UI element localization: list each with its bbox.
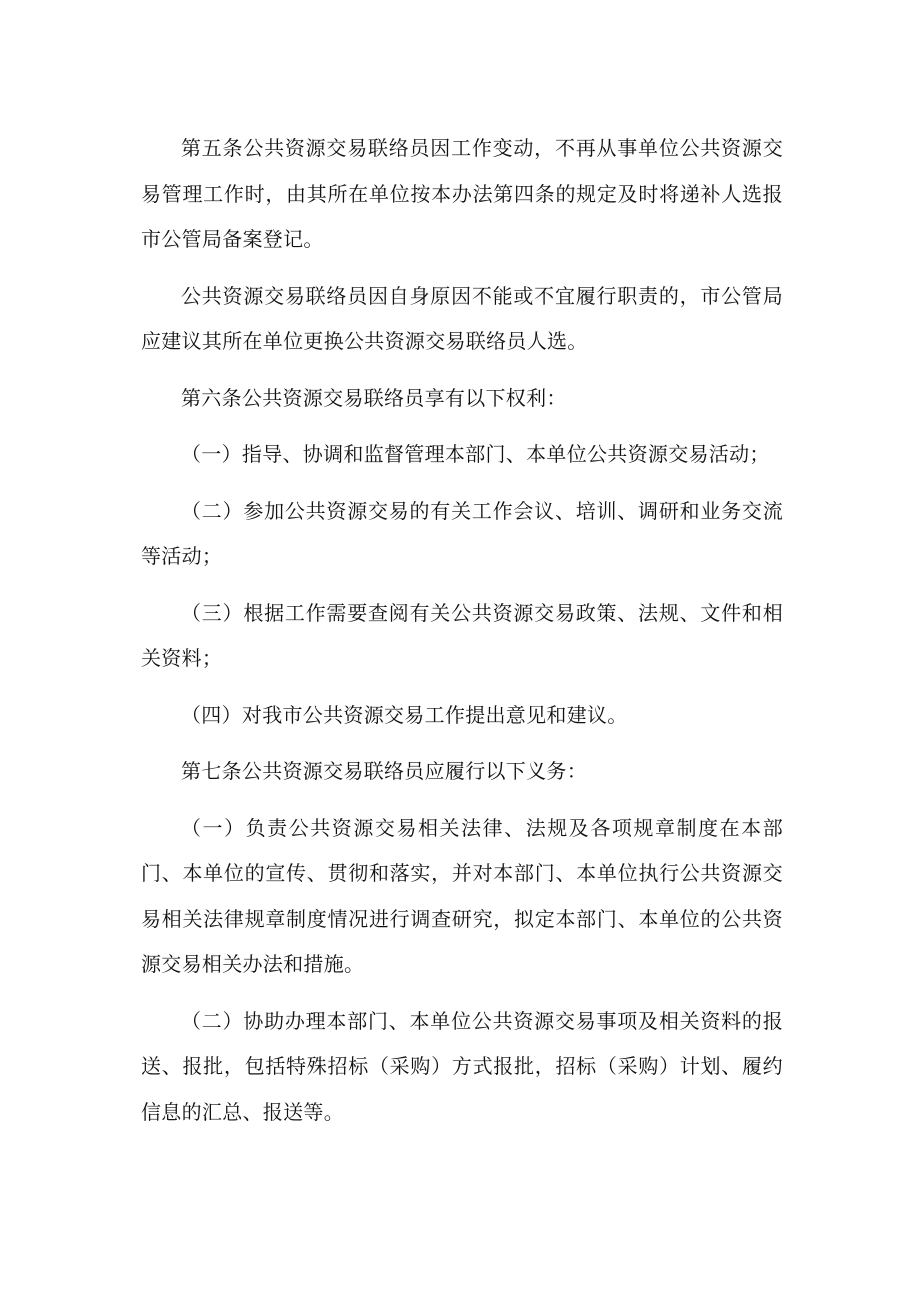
article-7-duty-1: （一）负责公共资源交易相关法律、法规及各项规章制度在本部门、本单位的宣传、贯彻和落实，并对本部门、本单位执行公共资源交易相关法律规章制度情况进行调查研究，拟定本部门、本单位的公共资源交易相关办法和措施。 — [141, 815, 783, 976]
article-7-heading: 第七条公共资源交易联络员应履行以下义务： — [181, 759, 587, 783]
document-body — [141, 126, 783, 1146]
article-7-duty-2: （二）协助办理本部门、本单位公共资源交易事项及相关资料的报送、报批，包括特殊招标（采购）方式报批，招标（采购）计划、履约信息的汇总、报送等。 — [141, 1008, 783, 1124]
article-6-right-2: （二）参加公共资源交易的有关工作会议、培训、调研和业务交流等活动； — [141, 498, 783, 568]
article-6-heading: 第六条公共资源交易联络员享有以下权利： — [181, 385, 567, 410]
article-6-right-1: （一）指导、协调和监督管理本部门、本单位公共资源交易活动； — [181, 442, 770, 466]
article-6-right-3: （三）根据工作需要查阅有关公共资源交易政策、法规、文件和相关资料； — [141, 600, 783, 670]
article-5-liaison-replacement-paragraph: 公共资源交易联络员因自身原因不能或不宜履行职责的，市公管局应建议其所在单位更换公共资源交易联络员人选。 — [141, 283, 783, 353]
article-5-paragraph: 第五条公共资源交易联络员因工作变动，不再从事单位公共资源交易管理工作时，由其所在单位按本办法第四条的规定及时将递补人选报市公管局备案登记。 — [141, 136, 783, 251]
article-6-right-4: （四）对我市公共资源交易工作提出意见和建议。 — [181, 702, 628, 727]
